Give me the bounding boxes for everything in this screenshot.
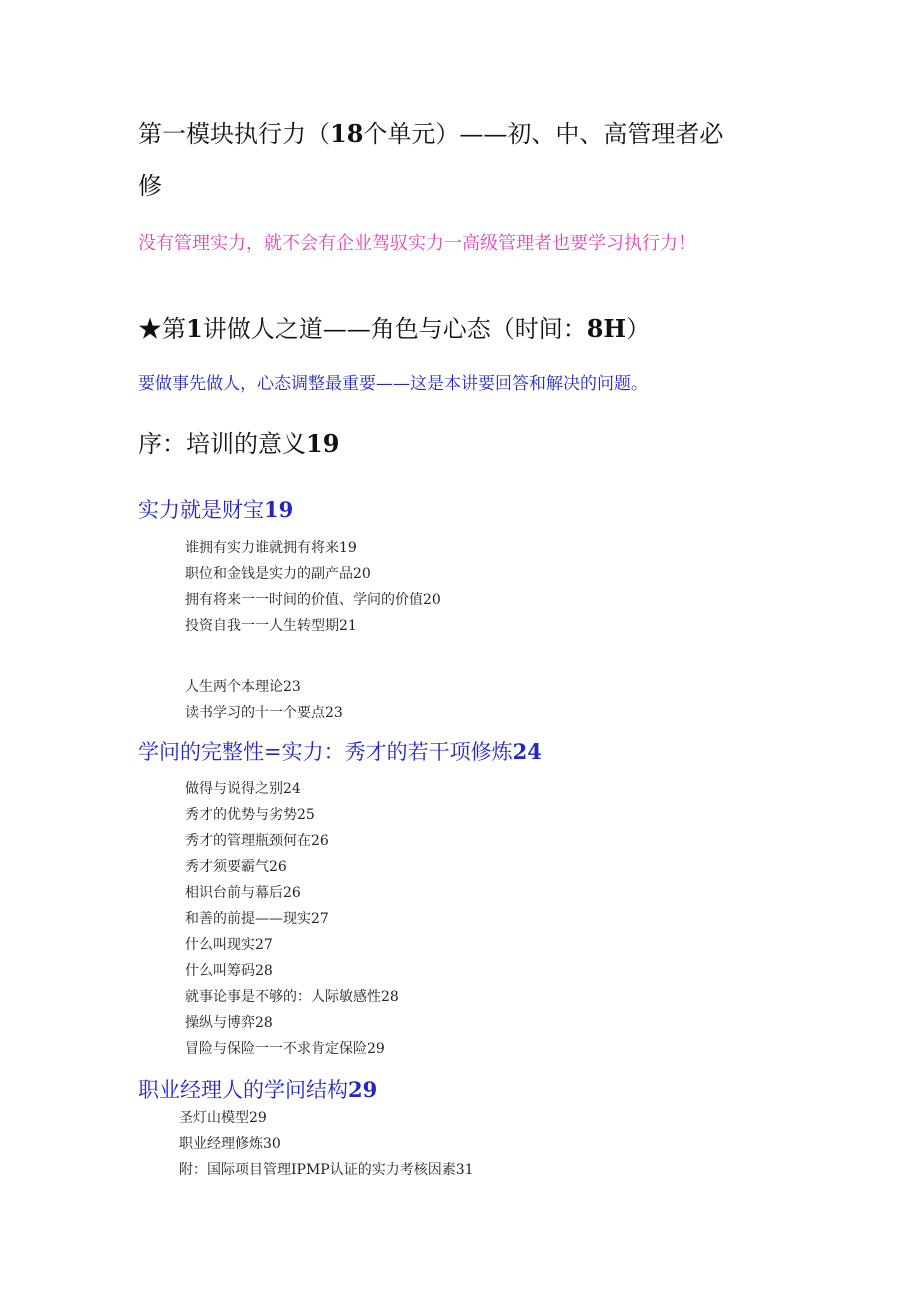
module-title [138,114,723,149]
section-heading [138,494,293,524]
module-unit-count: 18 [330,119,364,148]
section-title: 学问的完整性=实力：秀才的若干项修炼 [138,740,513,764]
toc-item: 什么叫筹码28 [185,963,273,979]
section-title: 职业经理人的学问结构 [138,1078,348,1102]
preface-label: 序：培训的意义 [138,430,306,458]
toc-item: 谁拥有实力谁就拥有将来19 [185,540,357,556]
toc-item: 和善的前提——现实27 [185,911,329,927]
toc-item: 附：国际项目管理IPMP认证的实力考核因素31 [179,1162,474,1178]
preface-heading [138,424,339,459]
preface-page: 19 [306,429,340,458]
toc-item: 人生两个本理论23 [185,679,301,695]
section-page: 19 [264,497,294,522]
section-heading [138,1074,377,1104]
lecture-number: 1 [186,314,203,343]
section-page: 24 [512,739,542,764]
lecture-description: 要做事先做人，心态调整最重要——这是本讲要回答和解决的问题。 [138,374,648,394]
slogan: 没有管理实力，就不会有企业驾驭实力一高级管理者也要学习执行力！ [138,233,696,254]
module-title-text: 第一模块执行力（ [138,120,330,148]
toc-item: 冒险与保险一一不求肯定保险29 [185,1041,385,1057]
toc-item: 什么叫现实27 [185,937,273,953]
toc-item: 读书学习的十一个要点23 [185,705,343,721]
toc-item: 职位和金钱是实力的副产品20 [185,566,371,582]
star-icon: ★ [138,315,162,343]
section-title: 实力就是财宝 [138,498,264,522]
toc-item: 就事论事是不够的：人际敏感性28 [185,989,399,1005]
toc-item: 秀才的优势与劣势25 [185,807,315,823]
toc-item: 相识台前与幕后26 [185,885,301,901]
module-title-continued: 修 [138,172,162,200]
module-title-text: 个单元）——初、中、高管理者必 [363,120,724,148]
lecture-close: ） [626,315,651,343]
toc-item: 操纵与博弈28 [185,1015,273,1031]
toc-item: 投资自我一一人生转型期21 [185,618,357,634]
lecture-time: 8H [586,314,627,343]
toc-item: 做得与说得之别24 [185,781,301,797]
section-page: 29 [348,1077,378,1102]
toc-item: 秀才须要霸气26 [185,859,287,875]
lecture-prefix: 第 [162,315,186,343]
toc-item: 职业经理修炼30 [179,1136,281,1152]
lecture-title: 讲做人之道——角色与心态（时间： [202,315,587,343]
toc-item: 圣灯山模型29 [179,1110,267,1126]
section-heading [138,736,542,766]
toc-item: 秀才的管理瓶颈何在26 [185,833,329,849]
lecture-heading [138,309,650,344]
toc-item: 拥有将来一一时间的价值、学问的价值20 [185,592,441,608]
